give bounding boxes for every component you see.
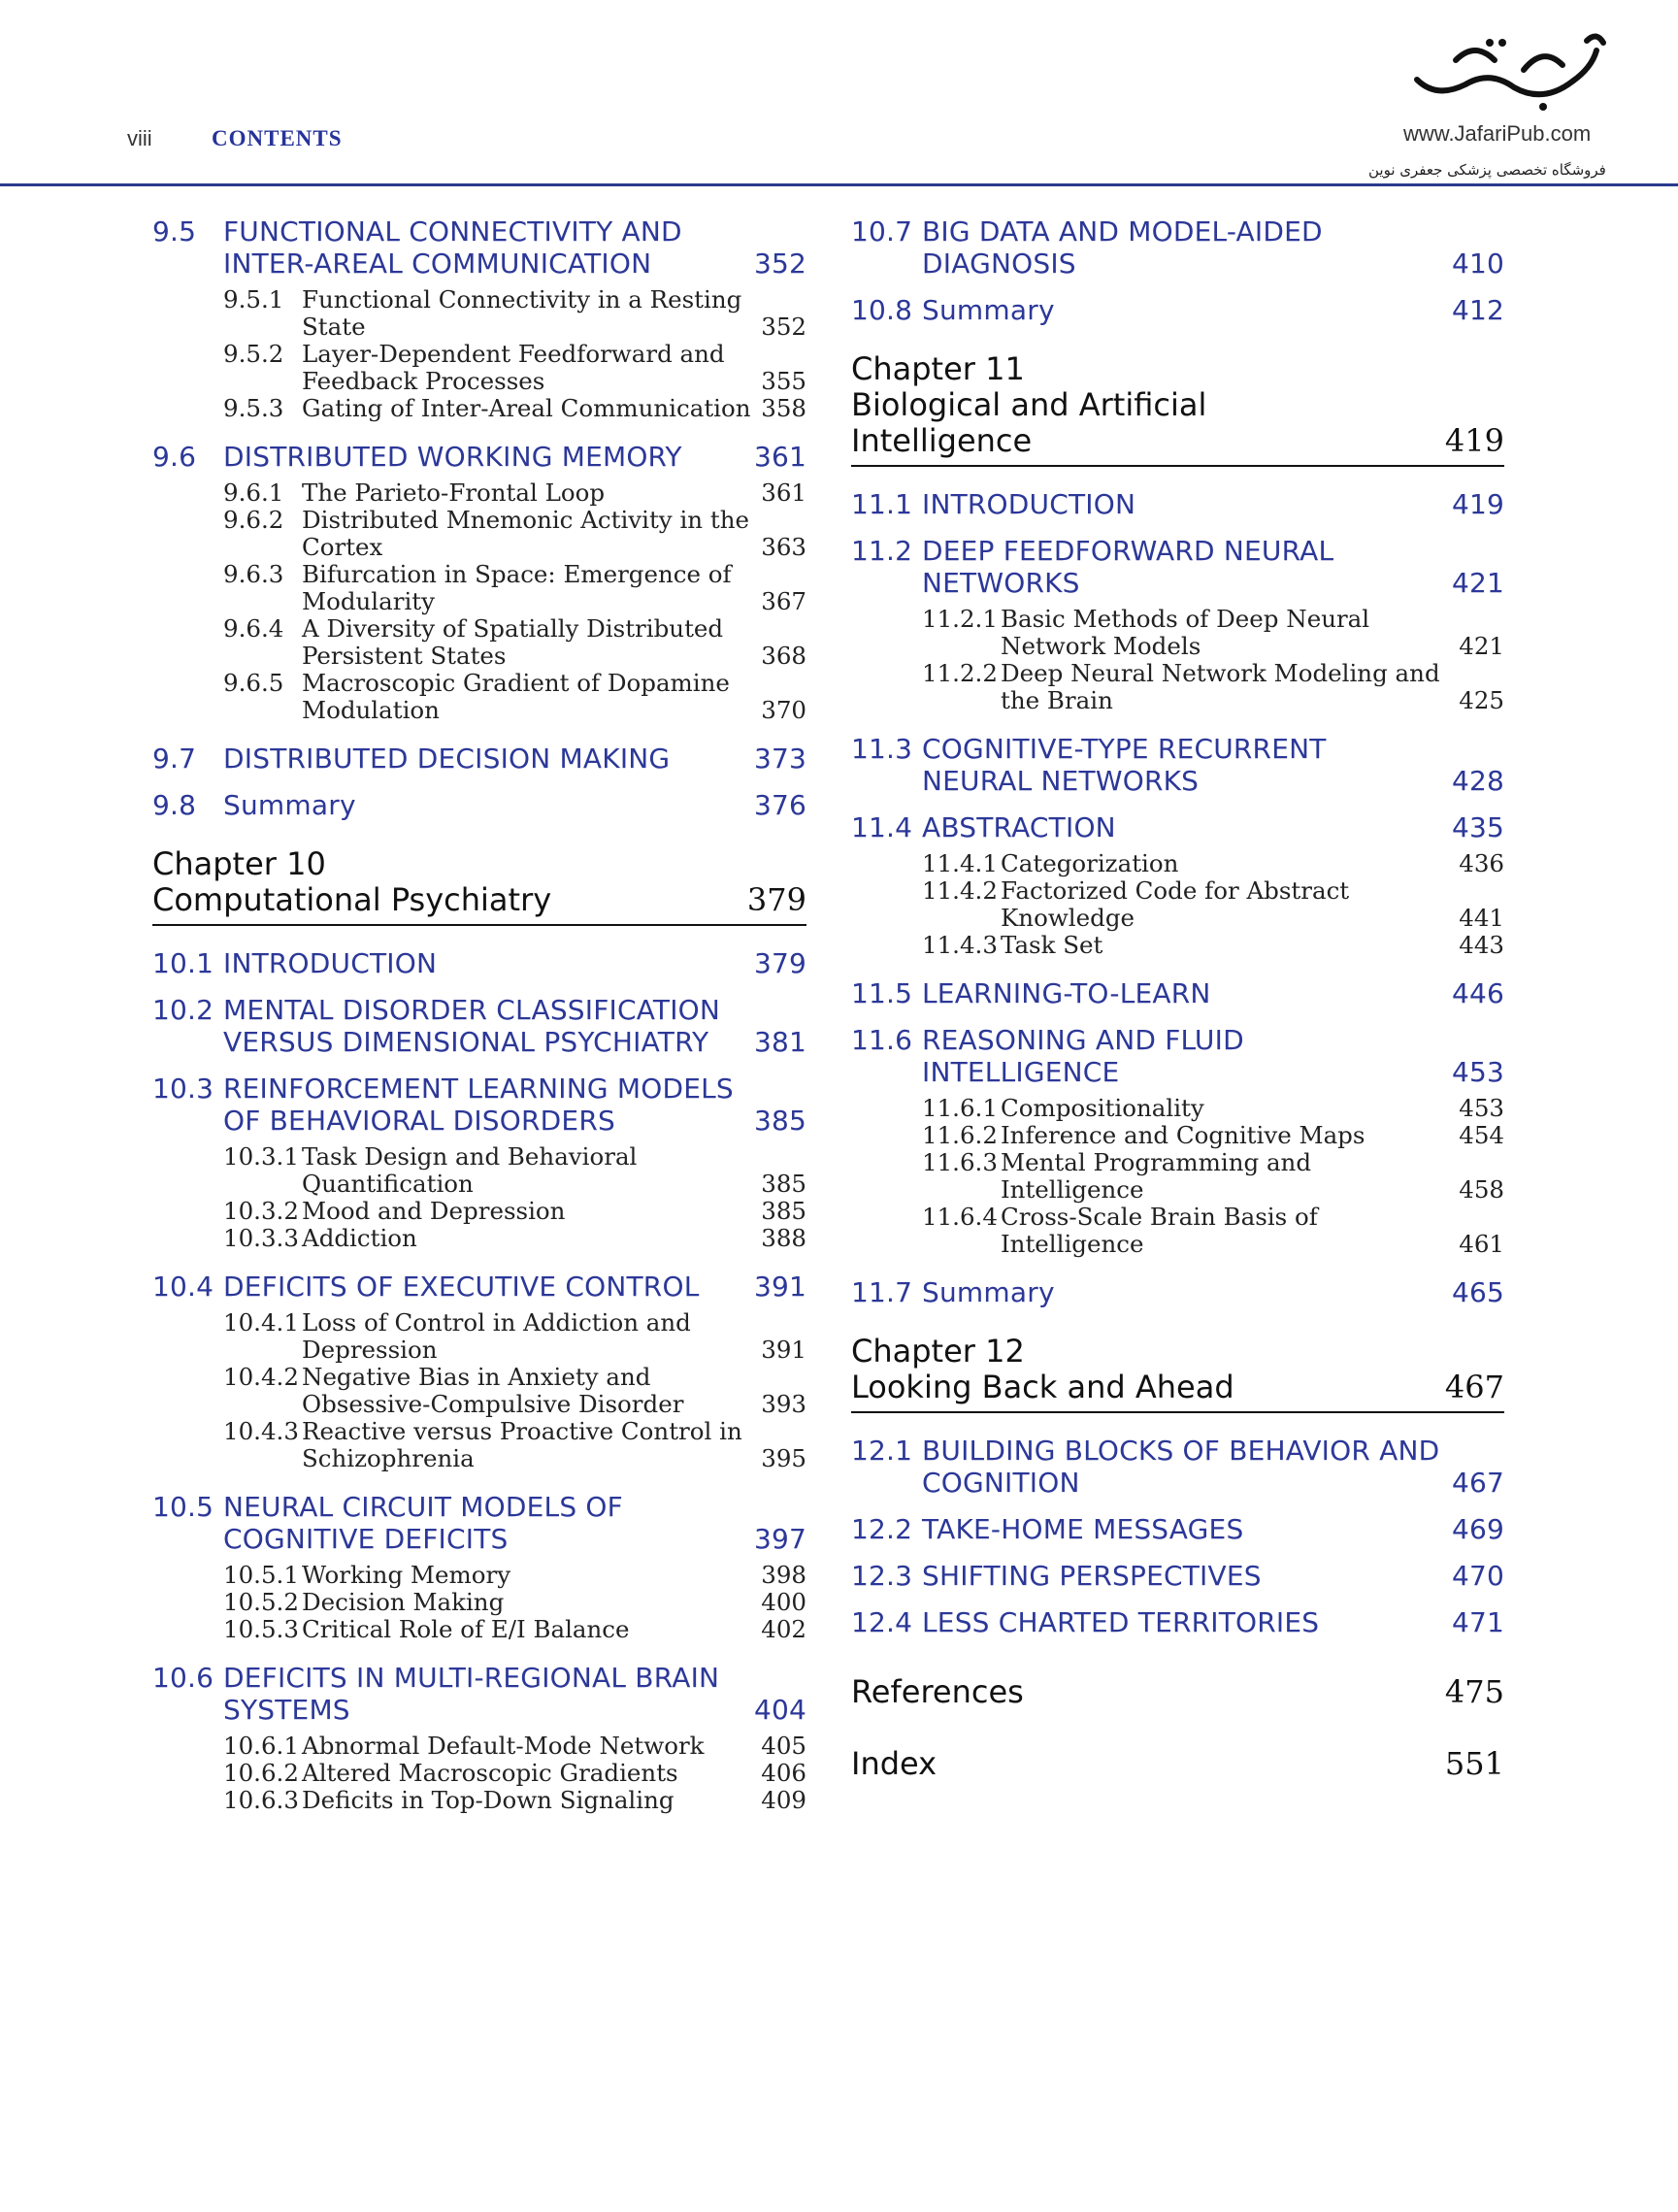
toc-subsection[interactable] (223, 615, 806, 670)
section-title: Summary (922, 1276, 1055, 1308)
toc-subsection[interactable] (223, 286, 806, 341)
subsection-title: Gating of Inter-Areal Communication (302, 394, 751, 422)
subsection-title: Bifurcation in Space: Emergence of Modularity (302, 560, 732, 615)
subsection-number: 10.5.1 (223, 1561, 299, 1589)
toc-subsection[interactable] (223, 670, 806, 724)
toc-section[interactable] (851, 488, 1504, 520)
subsection-number: 10.4.2 (223, 1363, 299, 1391)
subsection-page: 458 (1459, 1175, 1504, 1204)
section-page: 467 (1451, 1467, 1504, 1499)
section-number: 10.1 (152, 947, 214, 979)
toc-section[interactable] (851, 1276, 1504, 1308)
section-page: 381 (753, 1026, 806, 1058)
toc-subsection[interactable] (223, 479, 806, 507)
subsection-number: 9.5.2 (223, 340, 284, 368)
toc-section[interactable] (152, 947, 806, 979)
subsection-number: 10.3.2 (223, 1197, 299, 1225)
subsection-page: 358 (761, 394, 806, 422)
toc-subsection[interactable] (922, 1149, 1504, 1204)
subsection-number: 11.4.3 (922, 931, 998, 959)
section-page: 453 (1451, 1056, 1504, 1088)
section-title: INTRODUCTION (223, 947, 438, 979)
toc-section[interactable] (851, 1024, 1504, 1088)
section-number: 12.2 (851, 1513, 913, 1545)
subsection-title: Functional Connectivity in a Resting State (302, 285, 742, 341)
section-page: 465 (1451, 1276, 1504, 1308)
section-title: DISTRIBUTED WORKING MEMORY (223, 441, 682, 473)
section-title: FUNCTIONAL CONNECTIVITY AND INTER-AREAL COMMUNICATION (223, 215, 682, 280)
subsection-page: 393 (761, 1390, 806, 1418)
toc-section[interactable] (851, 215, 1504, 280)
subsection-title: Deep Neural Network Modeling and the Brain (1001, 659, 1440, 714)
toc-section[interactable] (851, 535, 1504, 599)
toc-subsection[interactable] (223, 1733, 806, 1760)
subsection-title: A Diversity of Spatially Distributed Persistent States (302, 614, 724, 670)
publisher-logo (1398, 21, 1611, 122)
chapter-heading[interactable] (851, 351, 1504, 467)
section-page: 361 (753, 441, 806, 473)
section-title: TAKE-HOME MESSAGES (922, 1513, 1244, 1545)
subsection-title: Macroscopic Gradient of Dopamine Modulation (302, 669, 730, 724)
subsection-number: 10.6.3 (223, 1786, 299, 1814)
subsection-number: 10.5.2 (223, 1588, 299, 1616)
references-page: 475 (1444, 1673, 1504, 1710)
toc-section[interactable] (851, 1435, 1504, 1499)
toc-section[interactable] (152, 1271, 806, 1303)
subsection-page: 454 (1459, 1121, 1504, 1149)
section-number: 11.4 (851, 811, 913, 843)
subsection-page: 421 (1459, 632, 1504, 660)
toc-subsection[interactable] (922, 606, 1504, 660)
publisher-tagline: فروشگاه تخصصی پزشکی جعفری نوین (1368, 161, 1606, 179)
toc-section[interactable] (152, 743, 806, 775)
section-page: 391 (753, 1271, 806, 1303)
section-page: 379 (753, 947, 806, 979)
toc-section[interactable] (851, 1606, 1504, 1638)
subsection-number: 9.6.3 (223, 560, 284, 588)
subsection-page: 436 (1459, 849, 1504, 877)
toc-section[interactable] (152, 215, 806, 280)
subsection-title: The Parieto-Frontal Loop (302, 479, 606, 507)
subsection-title: Mental Programming and Intelligence (1001, 1148, 1312, 1204)
section-title: DEEP FEEDFORWARD NEURAL NETWORKS (922, 535, 1334, 599)
subsection-title: Categorization (1001, 849, 1179, 877)
subsection-title: Working Memory (302, 1561, 511, 1589)
section-number: 11.2 (851, 535, 913, 567)
toc-subsection[interactable] (223, 1225, 806, 1252)
toc-section[interactable] (851, 977, 1504, 1009)
section-number: 12.4 (851, 1606, 913, 1638)
toc-subsection[interactable] (922, 660, 1504, 714)
subsection-number: 11.6.2 (922, 1121, 998, 1149)
subsection-number: 10.6.1 (223, 1732, 299, 1760)
subsection-title: Addiction (302, 1224, 417, 1252)
toc-index[interactable] (851, 1745, 1504, 1782)
section-page: 421 (1451, 567, 1504, 599)
subsection-page: 370 (761, 696, 806, 724)
section-title: DISTRIBUTED DECISION MAKING (223, 743, 671, 775)
toc-subsection[interactable] (223, 1418, 806, 1472)
toc-subsection[interactable] (223, 561, 806, 615)
section-page: 410 (1451, 248, 1504, 280)
header-rule (0, 183, 1678, 186)
section-title: MENTAL DISORDER CLASSIFICATION VERSUS DIMENSIONAL PSYCHIATRY (223, 994, 721, 1058)
toc-section[interactable] (851, 1560, 1504, 1592)
section-page: 376 (753, 789, 806, 821)
section-title: BUILDING BLOCKS OF BEHAVIOR AND COGNITION (922, 1435, 1440, 1499)
toc-references[interactable] (851, 1673, 1504, 1710)
section-title: ABSTRACTION (922, 811, 1116, 843)
section-page: 469 (1451, 1513, 1504, 1545)
section-title: BIG DATA AND MODEL-AIDED DIAGNOSIS (922, 215, 1323, 280)
subsection-number: 10.3.1 (223, 1142, 299, 1171)
page-number: viii (127, 126, 152, 150)
subsection-page: 461 (1459, 1230, 1504, 1258)
subsection-number: 11.6.3 (922, 1148, 998, 1176)
subsection-page: 443 (1459, 931, 1504, 959)
toc-section[interactable] (152, 441, 806, 473)
subsection-page: 361 (761, 479, 806, 507)
subsection-title: Critical Role of E/I Balance (302, 1615, 630, 1643)
subsection-page: 388 (761, 1224, 806, 1252)
subsection-title: Layer-Dependent Feedforward and Feedback Processes (302, 340, 725, 395)
subsection-title: Compositionality (1001, 1094, 1204, 1122)
section-title: REASONING AND FLUID INTELLIGENCE (922, 1024, 1244, 1088)
subsection-number: 9.6.5 (223, 669, 284, 697)
toc-section[interactable] (851, 733, 1504, 797)
running-head: CONTENTS (212, 126, 343, 150)
subsection-page: 402 (761, 1615, 806, 1643)
subsection-page: 406 (761, 1759, 806, 1787)
toc-subsection[interactable] (223, 1364, 806, 1418)
toc-subsection[interactable] (922, 1204, 1504, 1258)
section-title: REINFORCEMENT LEARNING MODELS OF BEHAVIORAL DISORDERS (223, 1073, 734, 1137)
index-title: Index (851, 1745, 938, 1782)
chapter-title-line: Biological and Artificial (851, 386, 1207, 423)
subsection-page: 398 (761, 1561, 806, 1589)
index-page: 551 (1444, 1745, 1504, 1782)
toc-section[interactable] (152, 1491, 806, 1555)
subsection-page: 425 (1459, 686, 1504, 714)
subsection-page: 385 (761, 1170, 806, 1198)
section-number: 10.5 (152, 1491, 214, 1523)
toc-section[interactable] (152, 994, 806, 1058)
subsection-number: 10.4.1 (223, 1308, 299, 1337)
subsection-number: 11.2.2 (922, 659, 998, 687)
section-number: 10.8 (851, 294, 913, 326)
subsection-number: 11.4.2 (922, 876, 998, 905)
subsection-title: Cross-Scale Brain Basis of Intelligence (1001, 1203, 1318, 1258)
subsection-page: 385 (761, 1197, 806, 1225)
section-page: 471 (1451, 1606, 1504, 1638)
references-title: References (851, 1673, 1024, 1710)
section-page: 446 (1451, 977, 1504, 1009)
subsection-number: 10.4.3 (223, 1417, 299, 1445)
subsection-number: 11.6.4 (922, 1203, 998, 1231)
subsection-number: 9.6.2 (223, 506, 284, 534)
toc-subsection[interactable] (223, 1589, 806, 1616)
section-number: 11.7 (851, 1276, 913, 1308)
chapter-page: 419 (1444, 422, 1504, 459)
section-page: 397 (753, 1523, 806, 1555)
chapter-label: Chapter 10 (152, 845, 326, 882)
subsection-number: 10.3.3 (223, 1224, 299, 1252)
section-page: 352 (753, 248, 806, 280)
toc-subsection[interactable] (223, 1198, 806, 1225)
section-number: 11.5 (851, 977, 913, 1009)
subsection-number: 9.6.4 (223, 614, 284, 643)
toc-subsection[interactable] (223, 1143, 806, 1198)
subsection-page: 405 (761, 1732, 806, 1760)
toc-section[interactable] (152, 1662, 806, 1726)
chapter-heading[interactable] (152, 846, 806, 926)
subsection-title: Altered Macroscopic Gradients (302, 1759, 678, 1787)
subsection-number: 11.2.1 (922, 605, 998, 633)
chapter-title: Computational Psychiatry (152, 881, 552, 918)
publisher-url: www.JafariPub.com (1403, 121, 1592, 146)
toc-subsection[interactable] (223, 341, 806, 395)
section-number: 12.3 (851, 1560, 913, 1592)
section-number: 10.7 (851, 215, 913, 248)
subsection-title: Inference and Cognitive Maps (1001, 1121, 1365, 1149)
section-title: NEURAL CIRCUIT MODELS OF COGNITIVE DEFICITS (223, 1491, 623, 1555)
subsection-page: 355 (761, 367, 806, 395)
subsection-title: Deficits in Top-Down Signaling (302, 1786, 674, 1814)
subsection-title: Task Design and Behavioral Quantification (302, 1142, 638, 1198)
toc-subsection[interactable] (922, 877, 1504, 932)
subsection-page: 409 (761, 1786, 806, 1814)
toc-subsection[interactable] (223, 507, 806, 561)
toc-left-column (152, 215, 806, 1832)
subsection-page: 400 (761, 1588, 806, 1616)
subsection-page: 352 (761, 313, 806, 341)
toc-section[interactable] (152, 1073, 806, 1137)
section-title: LEARNING-TO-LEARN (922, 977, 1211, 1009)
section-title: LESS CHARTED TERRITORIES (922, 1606, 1320, 1638)
section-number: 10.4 (152, 1271, 214, 1303)
chapter-heading[interactable] (851, 1334, 1504, 1413)
section-title: DEFICITS OF EXECUTIVE CONTROL (223, 1271, 700, 1303)
section-title: COGNITIVE-TYPE RECURRENT NEURAL NETWORKS (922, 733, 1327, 797)
section-page: 419 (1451, 488, 1504, 520)
section-title: Summary (922, 294, 1055, 326)
toc-section[interactable] (152, 789, 806, 821)
toc-subsection[interactable] (223, 1562, 806, 1589)
subsection-page: 441 (1459, 904, 1504, 932)
section-number: 11.3 (851, 733, 913, 765)
toc-section[interactable] (851, 294, 1504, 326)
toc-subsection[interactable] (223, 1760, 806, 1787)
toc-section[interactable] (851, 1513, 1504, 1545)
chapter-title: Intelligence (851, 422, 1033, 459)
subsection-page: 363 (761, 533, 806, 561)
subsection-title: Basic Methods of Deep Neural Network Models (1001, 605, 1370, 660)
subsection-title: Decision Making (302, 1588, 505, 1616)
section-page: 470 (1451, 1560, 1504, 1592)
subsection-number: 10.6.2 (223, 1759, 299, 1787)
section-page: 412 (1451, 294, 1504, 326)
section-title: SHIFTING PERSPECTIVES (922, 1560, 1262, 1592)
subsection-number: 10.5.3 (223, 1615, 299, 1643)
section-number: 10.6 (152, 1662, 214, 1694)
toc-subsection[interactable] (922, 932, 1504, 959)
subsection-number: 11.4.1 (922, 849, 998, 877)
section-number: 11.6 (851, 1024, 913, 1056)
subsection-page: 368 (761, 642, 806, 670)
subsection-page: 395 (761, 1444, 806, 1472)
subsection-title: Task Set (1001, 931, 1103, 959)
subsection-number: 9.5.3 (223, 394, 284, 422)
subsection-title: Mood and Depression (302, 1197, 566, 1225)
toc-subsection[interactable] (223, 1616, 806, 1643)
section-number: 9.8 (152, 789, 197, 821)
section-page: 385 (753, 1105, 806, 1137)
toc-subsection[interactable] (223, 1309, 806, 1364)
section-title: INTRODUCTION (922, 488, 1136, 520)
section-page: 435 (1451, 811, 1504, 843)
chapter-page: 467 (1444, 1369, 1504, 1405)
toc-subsection[interactable] (922, 850, 1504, 877)
subsection-title: Loss of Control in Addiction and Depression (302, 1308, 691, 1364)
section-number: 11.1 (851, 488, 913, 520)
subsection-title: Factorized Code for Abstract Knowledge (1001, 876, 1350, 932)
chapter-title: Looking Back and Ahead (851, 1369, 1234, 1405)
chapter-label: Chapter 11 (851, 350, 1025, 387)
section-number: 10.2 (152, 994, 214, 1026)
chapter-label: Chapter 12 (851, 1333, 1025, 1370)
section-number: 9.7 (152, 743, 197, 775)
section-number: 9.5 (152, 215, 197, 248)
section-title: Summary (223, 789, 356, 821)
subsection-number: 11.6.1 (922, 1094, 998, 1122)
section-number: 10.3 (152, 1073, 214, 1105)
toc-right-column (851, 215, 1504, 1782)
subsection-title: Reactive versus Proactive Control in Schizophrenia (302, 1417, 742, 1472)
subsection-number: 9.5.1 (223, 285, 284, 314)
section-page: 428 (1451, 765, 1504, 797)
toc-subsection[interactable] (922, 1122, 1504, 1149)
subsection-page: 453 (1459, 1094, 1504, 1122)
toc-subsection[interactable] (922, 1095, 1504, 1122)
section-page: 404 (753, 1694, 806, 1726)
section-number: 12.1 (851, 1435, 913, 1467)
toc-subsection[interactable] (223, 1787, 806, 1814)
section-page: 373 (753, 743, 806, 775)
subsection-title: Negative Bias in Anxiety and Obsessive-Compulsive Disorder (302, 1363, 684, 1418)
subsection-number: 9.6.1 (223, 479, 284, 507)
subsection-page: 367 (761, 587, 806, 615)
subsection-title: Distributed Mnemonic Activity in the Cortex (302, 506, 749, 561)
toc-section[interactable] (851, 811, 1504, 843)
toc-subsection[interactable] (223, 395, 806, 422)
section-number: 9.6 (152, 441, 197, 473)
subsection-title: Abnormal Default-Mode Network (302, 1732, 705, 1760)
chapter-page: 379 (746, 881, 806, 918)
section-title: DEFICITS IN MULTI-REGIONAL BRAIN SYSTEMS (223, 1662, 720, 1726)
subsection-page: 391 (761, 1336, 806, 1364)
